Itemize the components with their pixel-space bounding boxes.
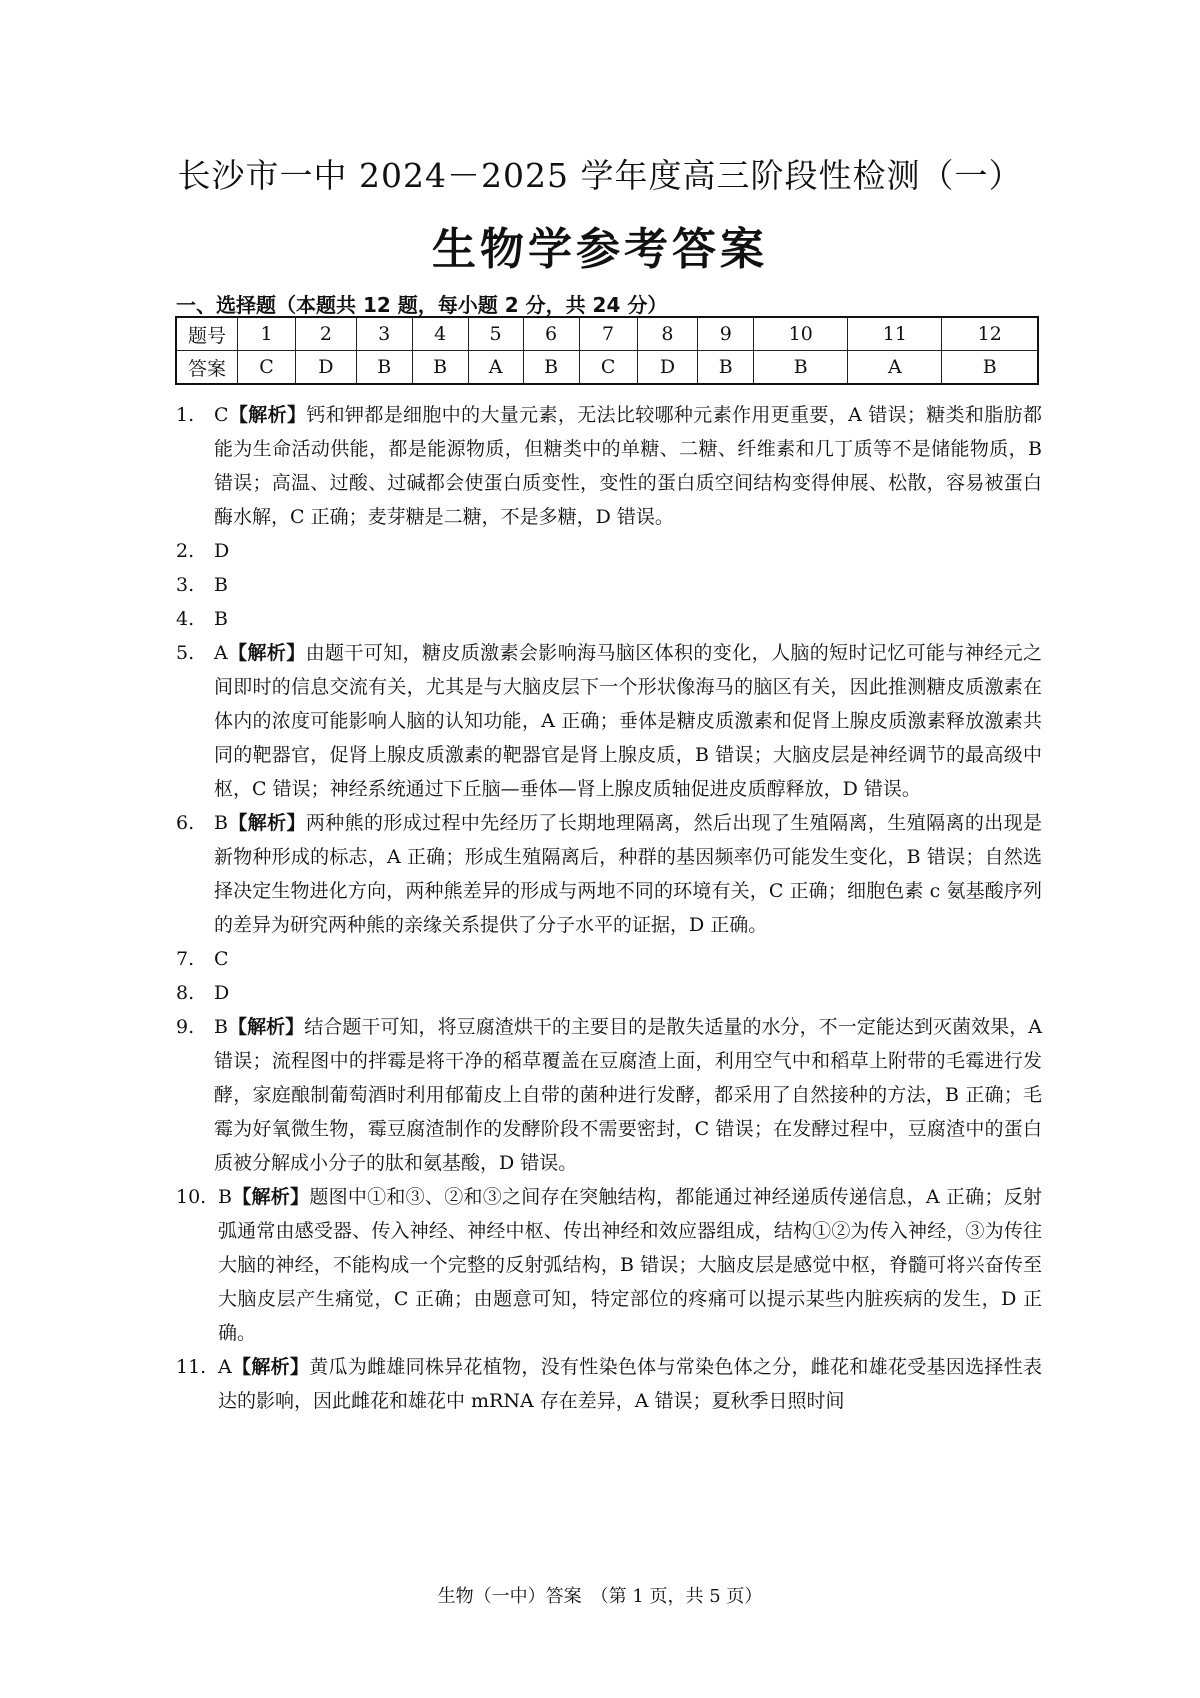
answer-cell: B <box>523 351 579 385</box>
item-body <box>214 568 1042 602</box>
item-answer: A <box>214 642 228 664</box>
explanation-list <box>176 398 1042 1418</box>
question-number-cell: 10 <box>754 317 848 351</box>
answer-cell: A <box>468 351 523 385</box>
answer-cell: D <box>637 351 698 385</box>
analysis-text: 两种熊的形成过程中先经历了长期地理隔离，然后出现了生殖隔离，生殖隔离的出现是新物种形成的标志，A 正确；形成生殖隔离后，种群的基因频率仍可能发生变化，B 错误；自然选择决定生物进化方向，两种熊差异的形成与两地不同的环境有关，C 正确；细胞色素 c 氨基酸序列的差异为研究两种熊的亲缘关系提供了分子水平的证据，D 正确。 <box>214 812 1042 936</box>
answer-cell: A <box>848 351 942 385</box>
item-body <box>214 942 1042 976</box>
analysis-text: 由题干可知，糖皮质激素会影响海马脑区体积的变化，人脑的短时记忆可能与神经元之间即时的信息交流有关，尤其是与大脑皮层下一个形状像海马的脑区有关，因此推测糖皮质激素在体内的浓度可能影响人脑的认知功能，A 正确；垂体是糖皮质激素和促肾上腺皮质激素释放激素共同的靶器官，促肾上腺皮质激素的靶器官是肾上腺皮质，B 错误；大脑皮层是神经调节的最高级中枢，C 错误；神经系统通过下丘脑—垂体—肾上腺皮质轴促进皮质醇释放，D 错误。 <box>214 642 1042 800</box>
item-body <box>218 1180 1042 1350</box>
item-answer: B <box>214 608 228 630</box>
explanation-item <box>176 942 1042 976</box>
item-answer: D <box>214 540 230 562</box>
analysis-tag: 【解析】 <box>231 1186 310 1208</box>
explanation-item <box>176 806 1042 942</box>
question-number-row <box>176 317 1038 351</box>
analysis-text: 结合题干可知，将豆腐渣烘干的主要目的是散失适量的水分，不一定能达到灭菌效果，A 错误；流程图中的拌霉是将干净的稻草覆盖在豆腐渣上面，利用空气中和稻草上附带的毛霉进行发酵，家庭酿制葡萄酒时利用郁葡皮上自带的菌种进行发酵，都采用了自然接种的方法，B 正确；毛霉为好氧微生物，霉豆腐渣制作的发酵阶段不需要密封，C 错误；在发酵过程中，豆腐渣中的蛋白质被分解成小分子的肽和氨基酸，D 错误。 <box>214 1016 1042 1174</box>
analysis-tag: 【解析】 <box>228 404 307 426</box>
document-subtitle: 生物学参考答案 <box>432 224 768 275</box>
page-footer: 生物（一中）答案 （第 1 页，共 5 页） <box>437 1586 763 1607</box>
item-body <box>214 636 1042 806</box>
question-number-cell: 1 <box>238 317 296 351</box>
item-body <box>214 398 1042 534</box>
item-answer: D <box>214 982 230 1004</box>
explanation-item <box>176 1180 1042 1350</box>
explanation-item <box>176 602 1042 636</box>
explanation-item <box>176 976 1042 1010</box>
question-number-cell: 12 <box>942 317 1038 351</box>
item-number: 8. <box>176 982 195 1004</box>
explanation-item <box>176 1350 1042 1418</box>
question-number-cell: 6 <box>523 317 579 351</box>
exam-title: 长沙市一中 2024－2025 学年度高三阶段性检测（一） <box>177 156 1023 195</box>
item-number: 7. <box>176 948 195 970</box>
answer-table <box>175 316 1039 385</box>
question-number-cell: 11 <box>848 317 942 351</box>
analysis-tag: 【解析】 <box>231 1356 310 1378</box>
item-answer: B <box>214 574 228 596</box>
item-body <box>214 806 1042 942</box>
answer-cell: C <box>238 351 296 385</box>
item-body <box>214 602 1042 636</box>
explanation-item <box>176 534 1042 568</box>
question-number-cell: 9 <box>698 317 754 351</box>
item-number: 5. <box>176 642 195 664</box>
explanation-item <box>176 636 1042 806</box>
question-number-cell: 4 <box>412 317 468 351</box>
analysis-text: 黄瓜为雌雄同株异花植物，没有性染色体与常染色体之分，雌花和雄花受基因选择性表达的影响，因此雌花和雄花中 mRNA 存在差异，A 错误；夏秋季日照时间 <box>218 1356 1042 1412</box>
answer-cell: B <box>356 351 412 385</box>
question-number-cell: 8 <box>637 317 698 351</box>
answer-row <box>176 351 1038 385</box>
item-answer: B <box>214 1016 228 1038</box>
item-number: 4. <box>176 608 195 630</box>
item-body <box>214 534 1042 568</box>
item-answer: B <box>214 812 228 834</box>
analysis-tag: 【解析】 <box>227 642 306 664</box>
explanation-item <box>176 568 1042 602</box>
item-body <box>214 976 1042 1010</box>
item-number: 10. <box>176 1186 207 1208</box>
question-number-cell: 3 <box>356 317 412 351</box>
item-number: 9. <box>176 1016 195 1038</box>
item-body <box>218 1350 1042 1418</box>
answer-cell: B <box>942 351 1038 385</box>
analysis-text: 题图中①和③、②和③之间存在突触结构，都能通过神经递质传递信息，A 正确；反射弧通常由感受器、传入神经、神经中枢、传出神经和效应器组成，结构①②为传入神经，③为传往大脑的神经，不能构成一个完整的反射弧结构，B 错误；大脑皮层是感觉中枢，脊髓可将兴奋传至大脑皮层产生痛觉，C 正确；由题意可知，特定部位的疼痛可以提示某些内脏疾病的发生，D 正确。 <box>218 1186 1042 1344</box>
question-number-cell: 2 <box>296 317 357 351</box>
item-number: 2. <box>176 540 195 562</box>
question-number-cell: 5 <box>468 317 523 351</box>
item-number: 1. <box>176 404 195 426</box>
analysis-tag: 【解析】 <box>227 812 306 834</box>
row-label-number: 题号 <box>176 317 238 351</box>
row-label-answer: 答案 <box>176 351 238 385</box>
item-number: 3. <box>176 574 195 596</box>
analysis-tag: 【解析】 <box>227 1016 305 1038</box>
answer-cell: B <box>754 351 848 385</box>
analysis-text: 钙和钾都是细胞中的大量元素，无法比较哪种元素作用更重要，A 错误；糖类和脂肪都能为生命活动供能，都是能源物质，但糖类中的单糖、二糖、纤维素和几丁质等不是储能物质，B 错误；高温、过酸、过碱都会使蛋白质变性，变性的蛋白质空间结构变得伸展、松散，容易被蛋白酶水解，C 正确；麦芽糖是二糖，不是多糖，D 错误。 <box>214 404 1042 528</box>
section-heading: 一、选择题（本题共 12 题，每小题 2 分，共 24 分） <box>176 293 668 317</box>
item-answer: A <box>218 1356 232 1378</box>
item-answer: C <box>214 404 229 426</box>
item-answer: C <box>214 948 229 970</box>
question-number-cell: 7 <box>579 317 637 351</box>
item-number: 11. <box>176 1356 207 1378</box>
item-number: 6. <box>176 812 195 834</box>
answer-cell: D <box>296 351 357 385</box>
answer-cell: B <box>412 351 468 385</box>
item-body <box>214 1010 1042 1180</box>
item-answer: B <box>218 1186 232 1208</box>
explanation-item <box>176 1010 1042 1180</box>
answer-cell: C <box>579 351 637 385</box>
answer-cell: B <box>698 351 754 385</box>
explanation-item <box>176 398 1042 534</box>
